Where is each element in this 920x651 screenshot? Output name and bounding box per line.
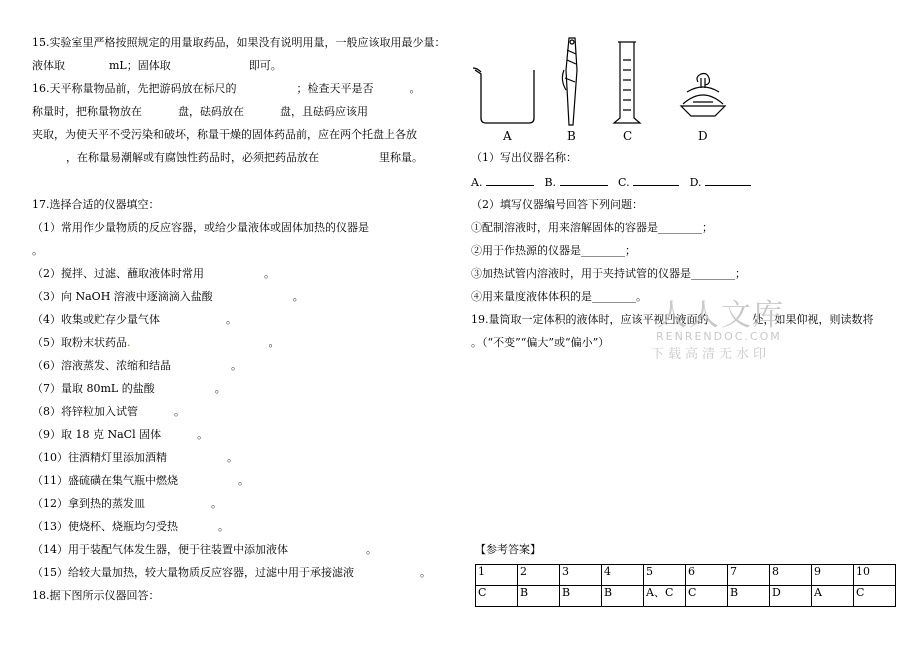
apparatus-figure — [465, 30, 755, 145]
q17-item-1-end: 。 — [32, 244, 43, 257]
answer-number: 5 — [644, 565, 686, 586]
answer-value: B — [602, 586, 644, 607]
beaker-icon — [473, 68, 534, 123]
q17-item-12: （12）拿到热的蒸发皿 。 — [32, 497, 222, 510]
answer-number: 4 — [602, 565, 644, 586]
q17-item-1: （1）常用作少量物质的反应容器，或给少量液体或固体加热的仪器是 — [32, 221, 369, 234]
q17-item-7: （7）量取 80mL 的盐酸 。 — [32, 382, 226, 395]
q18-title: 18.据下图所示仪器回答： — [32, 589, 160, 602]
answer-number: 10 — [854, 565, 896, 586]
q17-item-14: （14）用于装配气体发生器，便于往装置中添加液体 。 — [32, 543, 377, 556]
apparatus-label-c: C — [623, 129, 633, 143]
graduated-cylinder-icon — [614, 42, 640, 123]
q15-line2: 液体取 mL；固体取 即可。 — [32, 59, 282, 72]
answer-number: 6 — [686, 565, 728, 586]
q17-item-4: （4）收集或贮存少量气体 。 — [32, 313, 237, 326]
q18-item-3: ③加热试管内溶液时，用于夹持试管的仪器是________； — [471, 267, 746, 280]
q17-item-3: （3）向 NaOH 溶液中逐滴滴入盐酸 。 — [32, 290, 304, 303]
answer-value: A、C — [644, 586, 686, 607]
test-tube-holder-icon — [562, 38, 577, 125]
q15-line1: 15.实验室里严格按照规定的用量取药品，如果没有说明用量，一般应该取用最少量： — [32, 36, 446, 49]
q18-item-2: ②用于作热源的仪器是________； — [471, 244, 636, 257]
q17-item-10: （10）往酒精灯里添加酒精 。 — [32, 451, 238, 464]
q17-title: 17.选择合适的仪器填空： — [32, 198, 160, 211]
answer-value-row — [476, 586, 896, 607]
q18-part1: （1）写出仪器名称： — [471, 151, 577, 164]
watermark-slogan: 下载高清无水印 — [651, 347, 771, 362]
q16-line3: 夹取，为使天平不受污染和破坏，称量干燥的固体药品前，应在两个托盘上各放 — [32, 128, 417, 141]
q16-line4: ，在称量易潮解或有腐蚀性药品时，必须把药品放在 里称量。 — [66, 151, 423, 164]
answer-number: 2 — [518, 565, 560, 586]
q17-item-15: （15）给较大量加热，较大量物质反应容器，过滤中用于承接滤液 。 — [32, 566, 431, 579]
answer-number: 3 — [560, 565, 602, 586]
answer-value: C — [854, 586, 896, 607]
q17-item-9: （9）取 18 克 NaCl 固体 。 — [32, 428, 209, 441]
answer-value: A — [812, 586, 854, 607]
answer-number: 1 — [476, 565, 518, 586]
answer-value: B — [560, 586, 602, 607]
answer-value: C — [476, 586, 518, 607]
answer-value: B — [518, 586, 560, 607]
q16-line2: 称量时，把称量物放在 盘，砝码放在 盘，且砝码应该用 — [32, 105, 368, 118]
alcohol-lamp-icon — [681, 74, 725, 117]
answer-number: 8 — [770, 565, 812, 586]
q19-line1: 19.量筒取一定体积的液体时，应该平视凹液面的 处，如果仰视，则读数将 — [471, 313, 874, 326]
q18-part2: （2）填写仪器编号回答下列问题： — [471, 198, 643, 211]
q17-item-8: （8）将锌粒加入试管 。 — [32, 405, 185, 418]
answer-value: C — [686, 586, 728, 607]
q18-names: A. B. C. D. — [471, 175, 751, 190]
q17-item-2: （2）搅拌、过滤、蘸取液体时常用 。 — [32, 267, 275, 280]
answer-value: B — [728, 586, 770, 607]
q17-item-11: （11）盛硫磺在集气瓶中燃烧 。 — [32, 474, 249, 487]
answer-number-row — [476, 565, 896, 586]
answer-number: 9 — [812, 565, 854, 586]
q18-item-4: ④用来量度液体体积的是________。 — [471, 290, 647, 303]
answer-table — [475, 564, 896, 607]
q17-item-6: （6）溶液蒸发、浓缩和结晶 。 — [32, 359, 242, 372]
watermark-logo: 人人文库 — [657, 298, 785, 333]
answer-title: 【参考答案】 — [475, 543, 541, 556]
q18-item-1: ①配制溶液时，用来溶解固体的容器是________； — [471, 221, 713, 234]
q16-line1: 16.天平称量物品前，先把游码放在标尺的 ；检查天平是否 。 — [32, 82, 421, 95]
watermark-domain: RENRENDOC.COM — [656, 330, 782, 343]
q17-item-5: （5）取粉末状药品. 。 — [32, 336, 280, 349]
answer-number: 7 — [728, 565, 770, 586]
apparatus-label-b: B — [567, 129, 576, 143]
answer-value: D — [770, 586, 812, 607]
q17-item-13: （13）使烧杯、烧瓶均匀受热 。 — [32, 520, 229, 533]
apparatus-label-d: D — [698, 129, 708, 143]
apparatus-label-a: A — [503, 129, 512, 143]
q19-line2: 。（“不变”“偏大”或“偏小”） — [471, 336, 610, 349]
